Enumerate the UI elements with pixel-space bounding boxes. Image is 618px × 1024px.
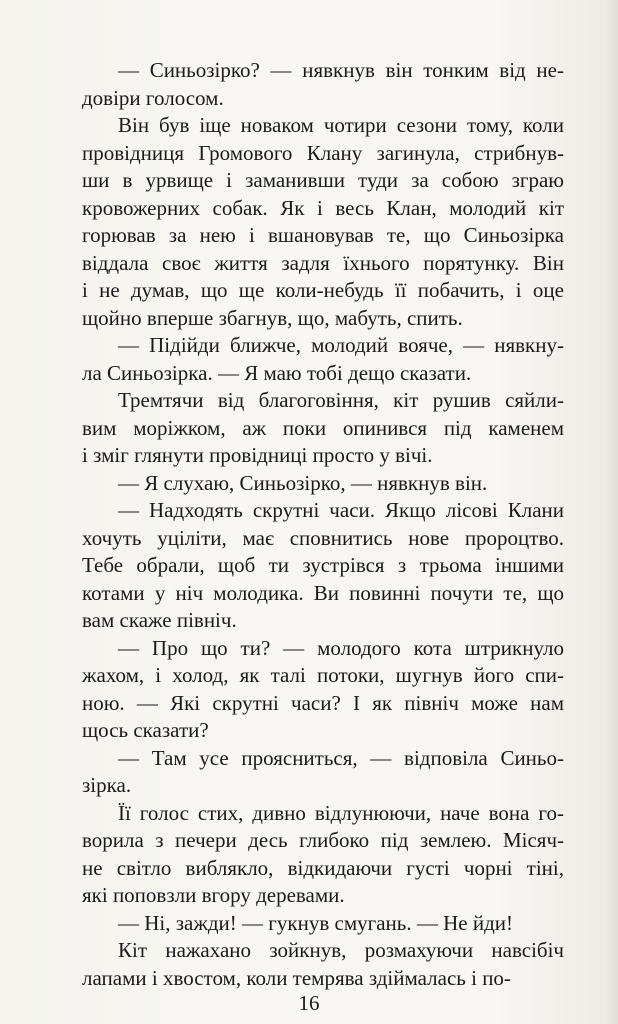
paragraph (82, 470, 564, 498)
text-line: провідниця Громового Клану загинула, стрибнув- (82, 140, 564, 165)
text-line: довіри голосом. (82, 85, 224, 110)
text-line: Її голос стих, дивно відлунюючи, наче вона го- (118, 800, 564, 825)
text-line: Тремтячи від благоговіння, кіт рушив сяйли- (118, 388, 564, 412)
text-line: щось сказати? (82, 718, 209, 742)
text-line: котами у ніч молодика. Ви повинні почути те, що (82, 580, 564, 605)
paragraph (82, 937, 564, 992)
text-line: і не думав, що ще коли-небудь її побачить, і оце (82, 278, 564, 302)
text-line: не світло виблякло, відкидаючи густі чорні тіні, (82, 855, 564, 880)
text-line: жахом, і холод, як талі потоки, шугнув його спи- (82, 663, 564, 687)
text-line: Тебе обрали, щоб ти зустрівся з трьома іншими (82, 553, 564, 577)
text-line: ворила з печери десь глибоко під землею. Місяч- (82, 828, 564, 852)
text-line: хочуть уціліти, має сповнитись нове пророцтво. (82, 525, 564, 550)
page-body-text (82, 57, 564, 992)
paragraph (82, 910, 564, 938)
text-line: — Підійди ближче, молодий вояче, — нявкну- (118, 333, 564, 357)
text-line: кровожерних собак. Як і весь Клан, молодий кіт (82, 195, 564, 220)
text-line: лапами і хвостом, коли темрява здіймалась і по- (82, 965, 511, 990)
page-edge-shadow (604, 0, 618, 1024)
text-line: щойно вперше збагнув, що, мабуть, спить. (82, 305, 463, 330)
paragraph (82, 497, 564, 635)
paragraph (82, 112, 564, 332)
text-line: ною. — Які скрутні часи? І як північ може нам (82, 690, 564, 715)
paragraph (82, 745, 564, 800)
text-line: ла Синьозірка. — Я маю тобі дещо сказати. (82, 360, 472, 385)
text-line: — Надходять скрутні часи. Якщо лісові Клани (118, 498, 564, 522)
text-line: зірка. (82, 773, 132, 797)
text-line: — Синьозірко? — нявкнув він тонким від не- (118, 58, 564, 82)
text-line: — Ні, зажди! — гукнув смугань. — Не йди! (118, 910, 514, 935)
paragraph (82, 57, 564, 112)
text-line: вим моріжком, аж поки опинився під каменем (82, 415, 564, 440)
paragraph (82, 800, 564, 910)
text-line: віддала своє життя задля їхнього порятунку. Він (82, 250, 564, 275)
text-line: які поповзли вгору деревами. (82, 883, 345, 907)
paragraph (82, 635, 564, 745)
text-line: — Про що ти? — молодого кота штрикнуло (118, 635, 564, 660)
text-line: Він був іще новаком чотири сезони тому, коли (118, 113, 564, 137)
text-line: горював за нею і вшановував те, що Синьозірка (82, 223, 564, 247)
text-line: Кіт нажахано зойкнув, розмахуючи навсібіч (118, 938, 564, 962)
text-line: — Я слухаю, Синьозірко, — нявкнув він. (118, 470, 488, 495)
paragraph (82, 387, 564, 470)
page-number: 16 (298, 991, 320, 1015)
text-line: ши в урвище і заманивши туди за собою зграю (82, 168, 564, 192)
text-line: — Там усе проясниться, — відповіла Синьо- (118, 745, 564, 770)
paragraph (82, 332, 564, 387)
text-line: вам скаже північ. (82, 608, 237, 632)
text-line: і зміг глянути провідниці просто у вічі. (82, 443, 433, 467)
